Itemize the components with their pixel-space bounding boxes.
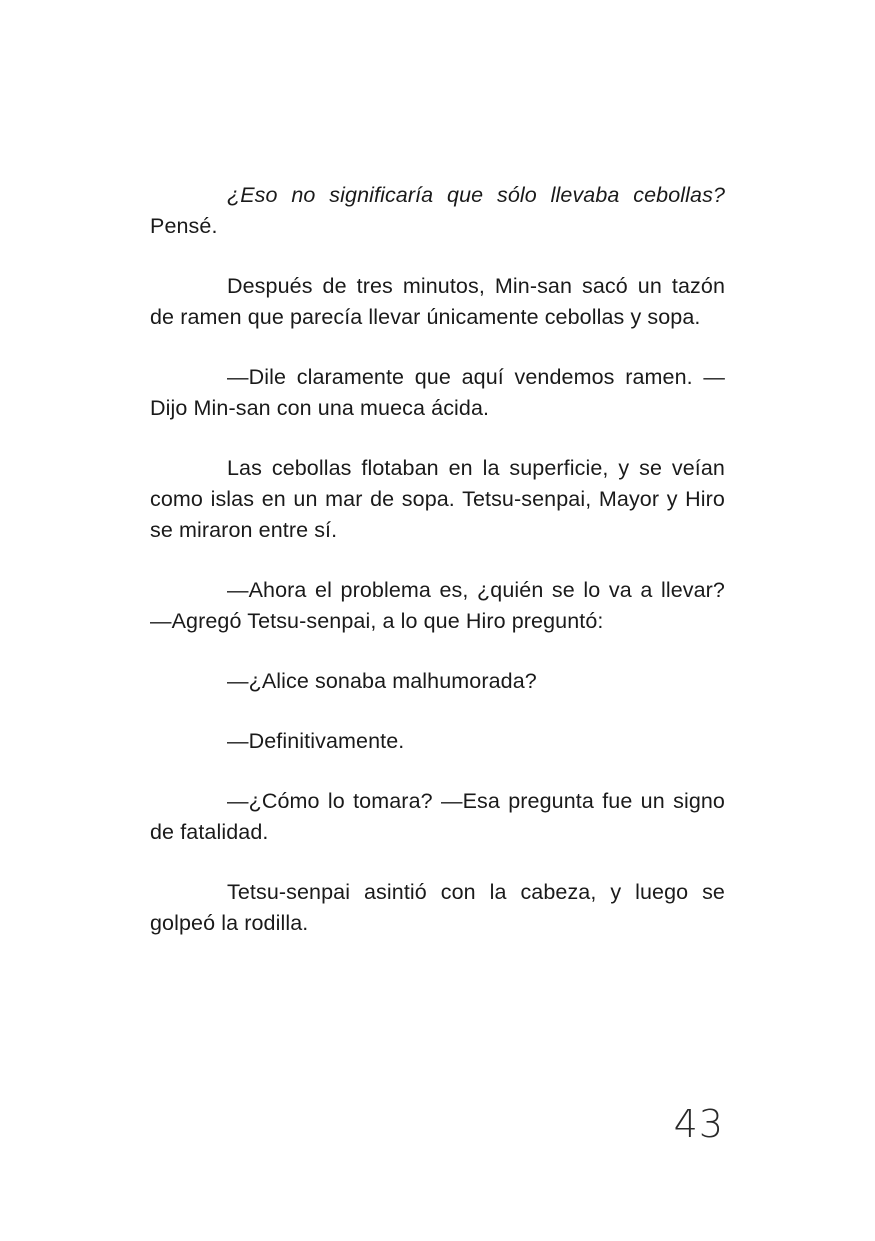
paragraph-text: —¿Alice sonaba malhumorada? [227, 669, 537, 693]
page-number: 43 [673, 1102, 724, 1146]
paragraph-3 [150, 362, 725, 424]
paragraph-text: —Definitivamente. [227, 729, 405, 753]
paragraph-4 [150, 453, 725, 546]
paragraph-text: —Dile claramente que aquí vendemos ramen. —Dijo Min-san con una mueca ácida. [150, 365, 725, 420]
paragraph-text: Tetsu-senpai asintió con la cabeza, y luego se golpeó la rodilla. [150, 880, 725, 935]
paragraph-6 [150, 666, 725, 697]
paragraph-text: Pensé. [150, 214, 218, 238]
paragraph-8 [150, 786, 725, 848]
paragraph-1 [150, 180, 725, 242]
paragraph-text: —¿Cómo lo tomara? —Esa pregunta fue un signo de fatalidad. [150, 789, 725, 844]
paragraph-2 [150, 271, 725, 333]
paragraph-5 [150, 575, 725, 637]
paragraph-text: Las cebollas flotaban en la superficie, y se veían como islas en un mar de sopa. Tetsu-senpai, Mayor y Hiro se miraron entre sí. [150, 456, 725, 542]
paragraph-text: —Ahora el problema es, ¿quién se lo va a llevar? —Agregó Tetsu-senpai, a lo que Hiro preguntó: [150, 578, 725, 633]
paragraph-text: Después de tres minutos, Min-san sacó un tazón de ramen que parecía llevar únicamente cebollas y sopa. [150, 274, 725, 329]
italic-thought: ¿Eso no significaría que sólo llevaba cebollas? [227, 183, 725, 207]
paragraph-7 [150, 726, 725, 757]
paragraph-9 [150, 877, 725, 939]
body-text [150, 180, 725, 968]
